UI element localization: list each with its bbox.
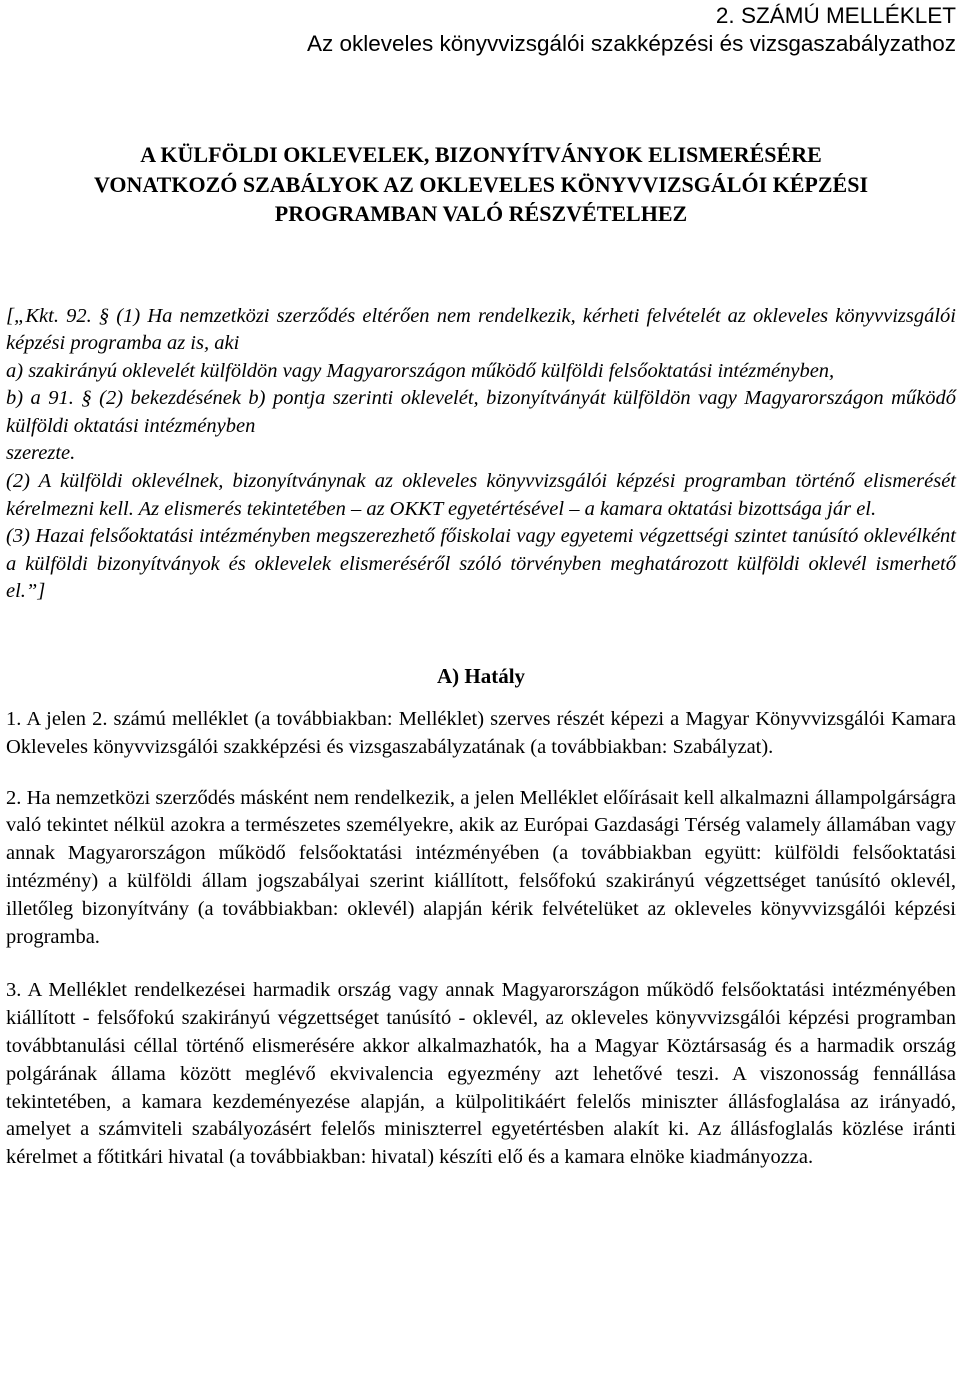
title-line-2: VONATKOZÓ SZABÁLYOK AZ OKLEVELES KÖNYVVIZSGÁLÓI KÉPZÉSI: [93, 171, 869, 197]
kkt-item-b-end: szerezte.: [6, 442, 76, 465]
kkt-paragraph-3: (3) Hazai felsőoktatási intézményben megszerezhető főiskolai vagy egyetemi végzettségi szintet tanúsító oklevélként a külföldi bizonyítványok és oklevelek elismeréséről szóló törvényben meghatározott külföldi oklevél ismerhető el.”]: [6, 525, 956, 603]
kkt-paragraph-2: (2) A külföldi oklevélnek, bizonyítványnak az okleveles könyvvizsgálói képzési programban történő elismerését kérelmezni kell. Az elismerés tekintetében – az OKKT egyetértésével – a kamara oktatási bizottsága jár el.: [6, 470, 956, 520]
annex-subtitle: Az okleveles könyvvizsgálói szakképzési és vizsgaszabályzathoz: [306, 31, 956, 56]
kkt-item-b: b) a 91. § (2) bekezdésének b) pontja szerinti oklevelét, bizonyítványát külföldön vagy Magyarországon működő külföldi oktatási intézményben: [6, 387, 956, 437]
kkt-item-a: a) szakirányú oklevelét külföldön vagy Magyarországon működő külföldi felsőoktatási intézményben,: [6, 359, 835, 382]
document-title: [6, 140, 956, 229]
document-page: [6, 0, 956, 1172]
kkt-quote: [6, 303, 956, 607]
title-line-3: PROGRAMBAN VALÓ RÉSZVÉTELHEZ: [274, 201, 688, 226]
annex-header: [6, 2, 956, 58]
body-text: [6, 706, 956, 1172]
title-line-1: A KÜLFÖLDI OKLEVELEK, BIZONYÍTVÁNYOK ELISMERÉSÉRE: [140, 142, 822, 167]
paragraph-1: 1. A jelen 2. számú melléklet (a továbbiakban: Melléklet) szerves részét képezi a Magyar Könyvvizsgálói Kamara Okleveles könyvvizsgálói szakképzési és vizsgaszabályzatának (a továbbiakban: Szabályzat).: [6, 708, 956, 758]
paragraph-2: 2. Ha nemzetközi szerződés másként nem rendelkezik, a jelen Melléklet előírásait kell alkalmazni állampolgárságra való tekintet nélkül azokra a természetes személyekre, akik az Európai Gazdasági Térség valamely államában vagy annak Magyarországon működő felsőoktatási intézményében (a továbbiakban együtt: külföldi felsőoktatási intézmény) a külföldi állam jogszabályai szerint kiállított, felsőfokú szakirányú végzettséget tanúsító oklevél, illetőleg bizonyítvány (a továbbiakban: oklevél) alapján kérik felvételüket az okleveles könyvvizsgálói képzési programba.: [6, 786, 956, 948]
kkt-paragraph-1: [„Kkt. 92. § (1) Ha nemzetközi szerződés eltérően nem rendelkezik, kérheti felvételét az okleveles könyvvizsgálói képzési programba az is, aki: [6, 304, 956, 355]
annex-number: 2. SZÁMÚ MELLÉKLET: [715, 3, 956, 28]
paragraph-3: 3. A Melléklet rendelkezései harmadik ország vagy annak Magyarországon működő felsőoktatási intézményében kiállított - felsőfokú szakirányú végzettséget tanúsító - oklevél, az okleveles könyvvizsgálói képzési programban továbbtanulási céllal történő elismerésére akkor alkalmazhatók, ha a Magyar Köztársaság és a harmadik ország polgárának állama között meglévő ekvivalencia egyezmény azt lehetővé teszi. A viszonosság fennállása tekintetében, a kamara kezdeményezése alapján, a külpolitikáért felelős miniszter állásfoglalása az irányadó, amelyet a számviteli szabályozásért felelős miniszterrel egyetértésben alakít ki. Az állásfoglalás közlése iránti kérelmet a főtitkári hivatal (a továbbiakban: hivatal) készíti elő és a kamara elnöke kiadmányozza.: [6, 979, 956, 1169]
section-heading: A) Hatály: [436, 664, 526, 689]
